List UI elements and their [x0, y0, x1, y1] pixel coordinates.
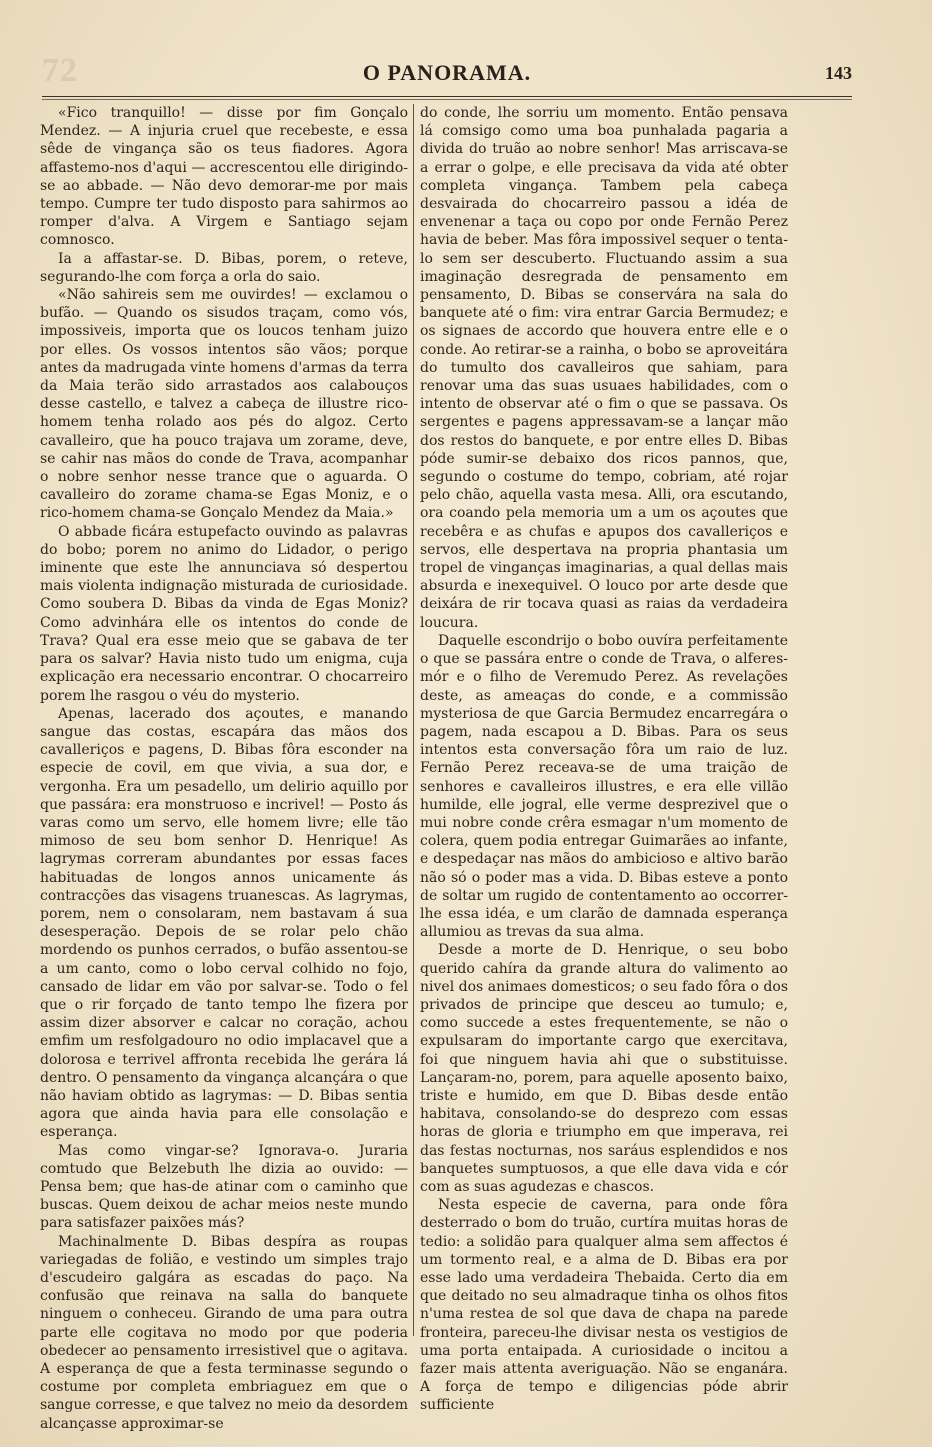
masthead: [42, 60, 852, 92]
paragraph: «Não sahireis sem me ouvirdes! — exclamou o bufão. — Quando os sisudos traçam, como vós, impossiveis, importa que os loucos tenham juizo por elles. Os vossos intentos são vãos; porque antes da madrugada vinte homens d'armas da terra da Maia terão sido arrastados aos calabouços desse castello, e talvez a cabeça de illustre rico-homem tenha rolado aos pés do algoz. Certo cavalleiro, que ha pouco trajava um zorame, deve, se cahir nas mãos do conde de Trava, acompanhar o nobre senhor nesse trance que o aguarda. O cavalleiro do zorame chama-se Egas Moniz, e o rico-homem chama-se Gonçalo Mendez da Maia.»: [40, 287, 408, 522]
paragraph: Daquelle escondrijo o bobo ouvíra perfeitamente o que se passára entre o conde de Trava, o alferes-mór e o filho de Veremudo Perez. As revelações deste, as ameaças do conde, e a commissão mysteriosa de que Garcia Bermudez encarregára o pagem, nada escapou a D. Bibas. Para os seus intentos esta conversação fôra um raio de luz. Fernão Perez receava-se de uma traição de senhores e cavalleiros illustres, e era elle villão humilde, elle jogral, elle verme desprezivel que o mui nobre conde crêra esmagar n'um momento de colera, quem podia entregar Guimarães ao infante, e despedaçar nas mãos do ambicioso e altivo barão não só o poder mas a vida. D. Bibas esteve a ponto de soltar um rugido de contentamento ao occorrer-lhe essa idéa, e um clarão de damnada esperança allumiou as trevas da sua alma.: [420, 632, 788, 941]
paragraph: Mas como vingar-se? Ignorava-o. Juraria comtudo que Belzebuth lhe dizia ao ouvido: — Pensa bem; que has-de atinar com o caminho que buscas. Quem deixou de achar meios neste mundo para satisfazer paixões más?: [40, 1142, 408, 1232]
right-column: [420, 104, 788, 1414]
column-divider: [413, 104, 414, 1336]
paragraph: O abbade ficára estupefacto ouvindo as palavras do bobo; porem no animo do Lidador, o perigo iminente que este lhe annunciava só despertou mais violenta indignação misturada de curiosidade. Como soubera D. Bibas da vinda de Egas Moniz? Como advinhára elle os intentos do conde de Trava? Qual era esse meio que se gabava de ter para os salvar? Havia nisto tudo um enigma, cuja explicação era necessario encontrar. O chocarreiro porem lhe rasgou o véu do mysterio.: [40, 523, 408, 704]
paragraph: Nesta especie de caverna, para onde fôra desterrado o bom do truão, curtíra muitas horas de tedio: a solidão para qualquer alma sem affectos é um tormento real, e a alma de D. Bibas era por esse lado uma verdadeira Thebaida. Certo dia em que deitado no seu almadraque tinha os olhos fitos n'uma restea de sol que dava de chapa na parede fronteira, pareceu-lhe divisar nesta os vestigios de uma porta entaipada. A curiosidade o incitou a fazer mais attenta averiguação. Não se enganára. A força de tempo e diligencias póde abrir sufficiente: [420, 1197, 788, 1414]
header-rule-thin: [42, 99, 852, 100]
paragraph: «Fico tranquillo! — disse por fim Gonçalo Mendez. — A injuria cruel que recebeste, e essa sêde de vingança são os teus fiadores. Agora affastemo-nos d'aqui — accrescentou elle dirigindo-se ao abbade. — Não devo demorar-me por mais tempo. Cumpre ter tudo disposto para sahirmos ao romper d'alva. A Virgem e Santiago sejam comnosco.: [40, 105, 408, 249]
paragraph: Ia a affastar-se. D. Bibas, porem, o reteve, segurando-lhe com força a orla do saio.: [40, 250, 408, 285]
paragraph: Machinalmente D. Bibas despíra as roupas variegadas de folião, e vestindo um simples trajo d'escudeiro galgára as escadas do paço. Na confusão que reinava na salla do banquete ninguem o conheceu. Girando de uma para outra parte elle cogitava no modo por que poderia obedecer ao pensamento irresistivel que o agitava. A esperança de que a festa terminasse segundo o costume por completa embriaguez em que o sangue corresse, e que talvez no meio da desordem alcançasse approximar-se: [40, 1233, 408, 1432]
paragraph: Apenas, lacerado dos açoutes, e manando sangue das costas, escapára das mãos dos cavalleriços e pagens, D. Bibas fôra esconder na especie de covil, em que vivia, a sua dor, e vergonha. Era um pesadello, um delirio aquillo por que passára: era monstruoso e incrivel! — Posto ás varas como um servo, elle homem livre; elle tão mimoso de seu bom senhor D. Henrique! As lagrymas correram abundantes por essas faces habituadas de longos annos unicamente ás contracções das visagens truanescas. As lagrymas, porem, nem o consolaram, nem bastavam á sua desesperação. Depois de se rolar pelo chão mordendo os punhos cerrados, o bufão assentou-se a um canto, como o lobo cerval colhido no fojo, cansado de lidar em vão por salvar-se. Todo o fel que o rir forçado de tanto tempo lhe fizera por assim dizer absorver e calcar no coração, achou emfim um resfolgadouro no odio implacavel que a dolorosa e terrivel affronta recebida lhe gerára lá dentro. O pensamento da vingança alcançára o que não haviam obtido as lagrymas: — D. Bibas sentia agora que ainda havia para elle consolação e esperança.: [40, 705, 408, 1141]
paragraph: Desde a morte de D. Henrique, o seu bobo querido cahíra da grande altura do valimento ao nivel dos animaes domesticos; o seu fado fôra o dos privados de principe que desceu ao tumulo; e, como succede a estes frequentemente, se não o expulsaram do importante cargo que exercitava, foi que ninguem havia ahi que o substituisse. Lançaram-no, porem, para aquelle aposento baixo, triste e humido, em que D. Bibas desde então habitava, consolando-se do desprezo com essas horas de gloria e triumpho em que imperava, rei das festas nocturnas, nos saráus esplendidos e nos banquetes sumptuosos, a que elle dava vida e cór com as suas agudezas e chascos.: [420, 942, 788, 1195]
left-column: [40, 104, 408, 1432]
paragraph: do conde, lhe sorriu um momento. Então pensava lá comsigo como uma boa punhalada pagaria a divida do truão ao nobre senhor! Mas arriscava-se a errar o golpe, e elle precisava da vida até obter completa vingança. Tambem pela cabeça desvairada do chocarreiro passou a idéa de envenenar a taça ou copo por onde Fernão Perez havia de beber. Mas fôra impossivel sequer o tenta-lo sem ser descuberto. Fluctuando assim a sua imaginação desregrada de pensamento em pensamento, D. Bibas se conservára na sala do banquete até o fim: vira entrar Garcia Bermudez; e os signaes de accordo que houvera entre elle e o conde. Ao retirar-se a rainha, o bobo se aproveitára do tumulto dos cavalleiros que sahiam, para renovar uma das suas usuaes habilidades, com o intento de observar até o fim o que se passava. Os sergentes e pagens appressavam-se a lançar mão dos restos do banquete, e por entre elles D. Bibas póde sumir-se debaixo dos ricos pannos, que, segundo o costume do tempo, cobriam, até rojar pelo chão, aquella vasta mesa. Alli, ora escutando, ora coando pela memoria um a um os açoutes que recebêra e as chufas e apupos dos cavalleriços e servos, elle despertava na propria phantasia um tropel de vinganças imaginarias, a qual dellas mais absurda e inexequivel. O louco por arte desde que deixára de rir tocava quasi as raias da verdadeira loucura.: [420, 105, 788, 631]
show-through-page-number: 72: [42, 52, 78, 89]
publication-title: O PANORAMA.: [362, 60, 532, 85]
header-rule: [42, 96, 852, 97]
page-number: 143: [825, 63, 852, 83]
